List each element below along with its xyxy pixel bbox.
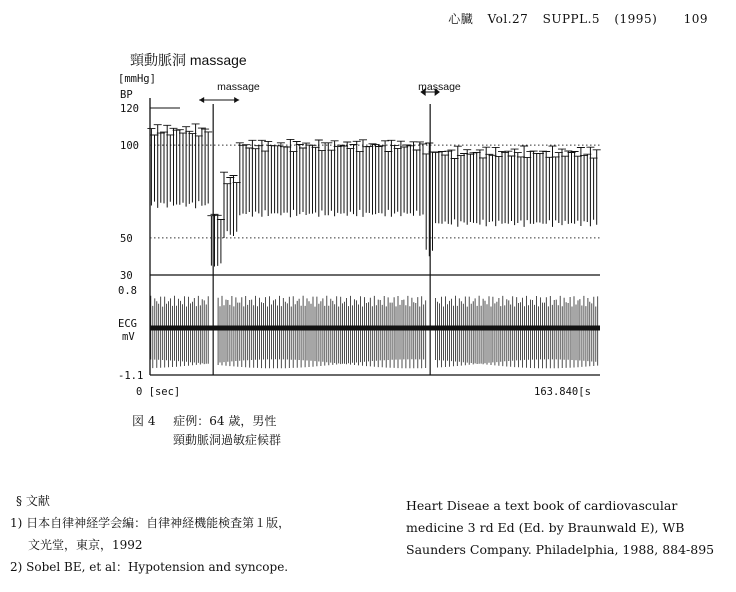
ecg-trace	[150, 296, 600, 369]
references-heading: § 文献	[16, 494, 50, 508]
journal-volume: Vol.27	[487, 12, 529, 26]
bp-ecg-chart	[118, 70, 610, 400]
reference-2-cont-2: medicine 3 rd Ed (Ed. by Braunwald E), WB	[406, 520, 685, 535]
bp-systolic-caps	[147, 124, 600, 220]
figure-caption	[132, 412, 281, 450]
bp-axis-label: BP	[120, 89, 133, 101]
bp-tick-label: 30	[120, 270, 133, 282]
x-end-label: 163.840[s	[534, 386, 591, 398]
caption-diagnosis: 頸動脈洞過敏症候群	[173, 433, 282, 447]
ecg-unit-label: mV	[122, 331, 135, 343]
running-header	[438, 10, 708, 27]
references-left-column	[10, 490, 380, 578]
ecg-axis-label: ECG	[118, 318, 137, 330]
reference-1-cont: 文光堂，東京，1992	[28, 538, 143, 552]
bp-tick-label: 50	[120, 232, 133, 245]
reference-1: 1) 日本自律神経学会編：自律神経機能検査第１版，	[10, 516, 291, 530]
bp-unit-label: [mmHg]	[118, 73, 156, 85]
massage-label: massage	[217, 81, 260, 93]
bp-tick-label: 100	[120, 140, 139, 153]
caption-figure-number: 図 4	[132, 414, 156, 428]
ecg-spikes	[151, 296, 598, 369]
journal-name: 心臓	[448, 12, 474, 26]
x-start-label: 0 [sec]	[136, 386, 181, 398]
references-right-column	[406, 495, 722, 561]
reference-2-cont-1: Heart Diseae a text book of cardiovascular	[406, 498, 678, 513]
figure-title: 頸動脈洞 massage	[130, 52, 247, 68]
ecg-tick-label: -1.1	[118, 370, 144, 382]
massage-label: massage	[418, 81, 461, 93]
bp-tick-label: 120	[120, 103, 139, 115]
journal-supplement: SUPPL.5	[542, 12, 601, 26]
reference-2: 2) Sobel BE, et al：Hypotension and syncope.	[10, 560, 289, 574]
reference-2-cont-3: Saunders Company. Philadelphia, 1988, 884-895	[406, 542, 715, 557]
ecg-tick-label: 0.8	[118, 285, 137, 297]
page-number: 109	[683, 12, 708, 26]
journal-year: (1995)	[614, 12, 658, 26]
caption-case: 症例：64 歳，男性	[173, 414, 277, 428]
